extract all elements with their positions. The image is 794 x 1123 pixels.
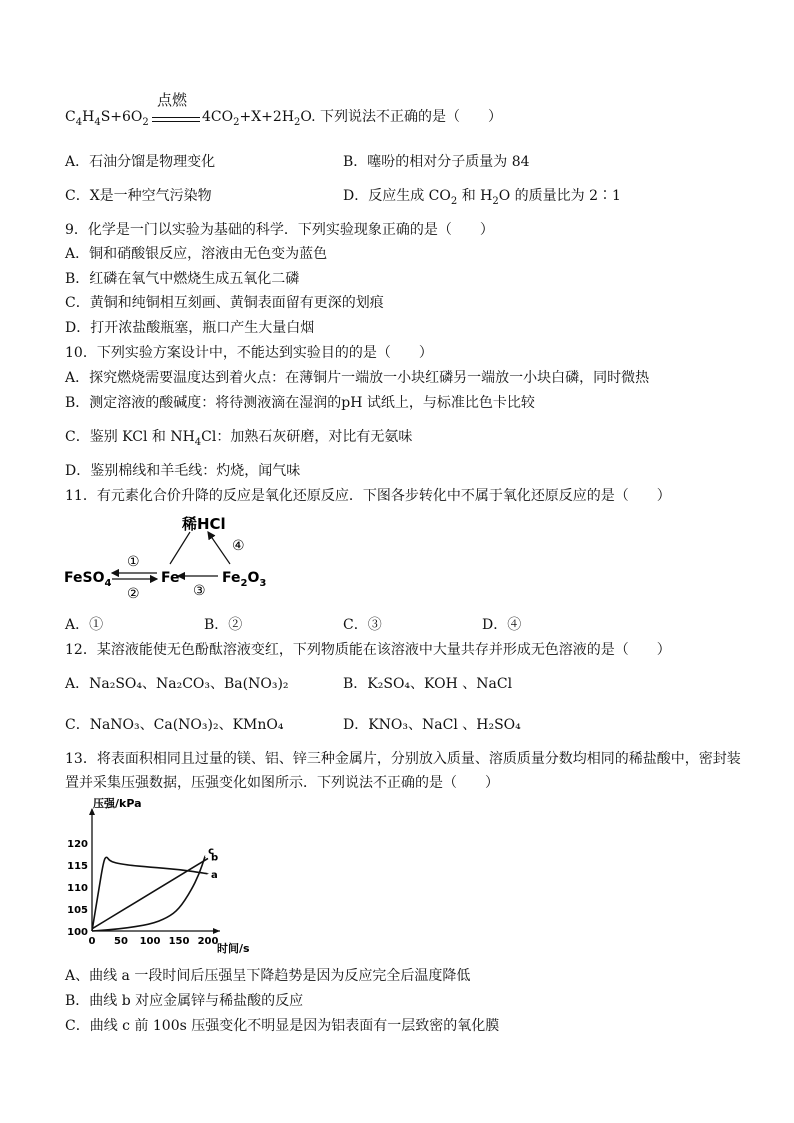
q8-equation-rhs: $4CO_2+X+2H_2O$. 下列说法不正确的是（ ） <box>202 109 502 128</box>
q12-option-b[interactable]: B．K₂SO₄、KOH 、NaCl <box>343 676 513 692</box>
step2-label: ② <box>127 586 140 602</box>
q8-option-a[interactable]: A．石油分馏是物理变化 <box>65 154 216 170</box>
series-line-b <box>92 858 208 928</box>
q9-option-a[interactable]: A．铜和硝酸银反应，溶液由无色变为蓝色 <box>65 246 328 262</box>
q10-stem: 10．下列实验方案设计中，不能达到实验目的的是（ ） <box>65 345 433 361</box>
x-tick-label: 100 <box>139 936 161 947</box>
q11-option-d[interactable]: D．④ <box>482 617 522 633</box>
diagram-fe2o3: $Fe_2O_3$ <box>222 570 267 589</box>
q13-option-c[interactable]: C．曲线 c 前 100s 压强变化不明显是因为铝表面有一层致密的氧化膜 <box>65 1018 500 1034</box>
x-axis-arrow <box>213 928 220 934</box>
pressure-chart <box>60 795 250 965</box>
q9-option-d[interactable]: D．打开浓盐酸瓶塞，瓶口产生大量白烟 <box>65 320 315 336</box>
step1-label: ① <box>127 554 140 570</box>
q8-option-b[interactable]: B．噻吩的相对分子质量为 84 <box>343 154 530 170</box>
chart-xlabel: 时间/s <box>217 942 250 955</box>
x-tick-label: 0 <box>88 936 96 947</box>
q12-stem: 12．某溶液能使无色酚酞溶液变红，下列物质能在该溶液中大量共存并形成无色溶液的是（ ） <box>65 642 671 658</box>
step4-label: ④ <box>232 538 245 554</box>
q10-option-a[interactable]: A．探究燃烧需要温度达到着火点：在薄铜片一端放一小块红磷另一端放一小块白磷，同时微热 <box>65 370 650 386</box>
q9-stem: 9．化学是一门以实验为基础的科学．下列实验现象正确的是（ ） <box>65 222 494 238</box>
q8-condition: 点燃 <box>157 91 188 109</box>
q11-stem: 11．有元素化合价升降的反应是氧化还原反应．下图各步转化中不属于氧化还原反应的是（ ） <box>65 488 671 504</box>
diagram-fe: Fe <box>161 570 180 586</box>
q8-equation: $C_4H_4S+6O_2$ <box>65 109 149 128</box>
q8-option-d[interactable]: D．反应生成 $CO_2$ 和 $H_2O$ 的质量比为 2∶1 <box>343 188 621 207</box>
x-tick-label: 200 <box>197 936 219 947</box>
series-label-b: b <box>211 852 219 864</box>
q8-double-line <box>152 117 200 122</box>
q8-option-c[interactable]: C．X是一种空气污染物 <box>65 188 212 204</box>
q11-option-c[interactable]: C．③ <box>343 617 382 633</box>
q12-option-a[interactable]: A．Na₂SO₄、Na₂CO₃、Ba(NO₃)₂ <box>65 676 289 692</box>
q12-option-c[interactable]: C．NaNO₃、Ca(NO₃)₂、KMnO₄ <box>65 717 284 733</box>
diagram-hcl-label: 稀HCl <box>182 515 226 533</box>
y-tick-label: 110 <box>67 883 88 894</box>
y-tick-label: 105 <box>67 905 88 916</box>
series-label-a: a <box>211 869 218 881</box>
chart-ylabel: 压强/kPa <box>93 797 142 810</box>
series-label-c: c <box>208 846 215 858</box>
q13-stem-line1: 13．将表面积相同且过量的镁、铝、锌三种金属片，分别放入质量、溶质质量分数均相同的稀盐酸中，密封装 <box>65 751 741 767</box>
hcl-fe-line <box>170 532 190 564</box>
arrow-step4 <box>208 532 230 564</box>
q10-option-b[interactable]: B．测定溶液的酸碱度：将待测液滴在湿润的pH 试纸上，与标准比色卡比较 <box>65 395 535 411</box>
q12-option-d[interactable]: D．KNO₃、NaCl 、H₂SO₄ <box>343 717 521 733</box>
step3-label: ③ <box>193 583 206 599</box>
q11-option-a[interactable]: A．① <box>65 617 104 633</box>
q11-option-b[interactable]: B．② <box>204 617 243 633</box>
y-tick-label: 115 <box>67 861 88 872</box>
q13-option-b[interactable]: B．曲线 b 对应金属锌与稀盐酸的反应 <box>65 993 304 1009</box>
y-tick-label: 100 <box>67 927 88 938</box>
q10-option-d[interactable]: D．鉴别棉线和羊毛线：灼烧，闻气味 <box>65 463 301 479</box>
q10-option-c[interactable]: C．鉴别 KCl 和 $NH_4Cl$：加熟石灰研磨，对比有无氨味 <box>65 429 413 448</box>
x-tick-label: 150 <box>168 936 190 947</box>
q9-option-c[interactable]: C．黄铜和纯铜相互刻画、黄铜表面留有更深的划痕 <box>65 295 384 311</box>
y-tick-label: 120 <box>67 839 88 850</box>
q11-diagram <box>60 510 280 610</box>
q13-option-a[interactable]: A、曲线 a 一段时间后压强呈下降趋势是因为反应完全后温度降低 <box>65 968 471 984</box>
q13-stem-line2: 置并采集压强数据，压强变化如图所示．下列说法不正确的是（ ） <box>65 775 499 791</box>
x-tick-label: 50 <box>114 936 128 947</box>
q9-option-b[interactable]: B．红磷在氧气中燃烧生成五氧化二磷 <box>65 271 300 287</box>
diagram-feso4: FeSO$_4$ <box>64 570 112 589</box>
